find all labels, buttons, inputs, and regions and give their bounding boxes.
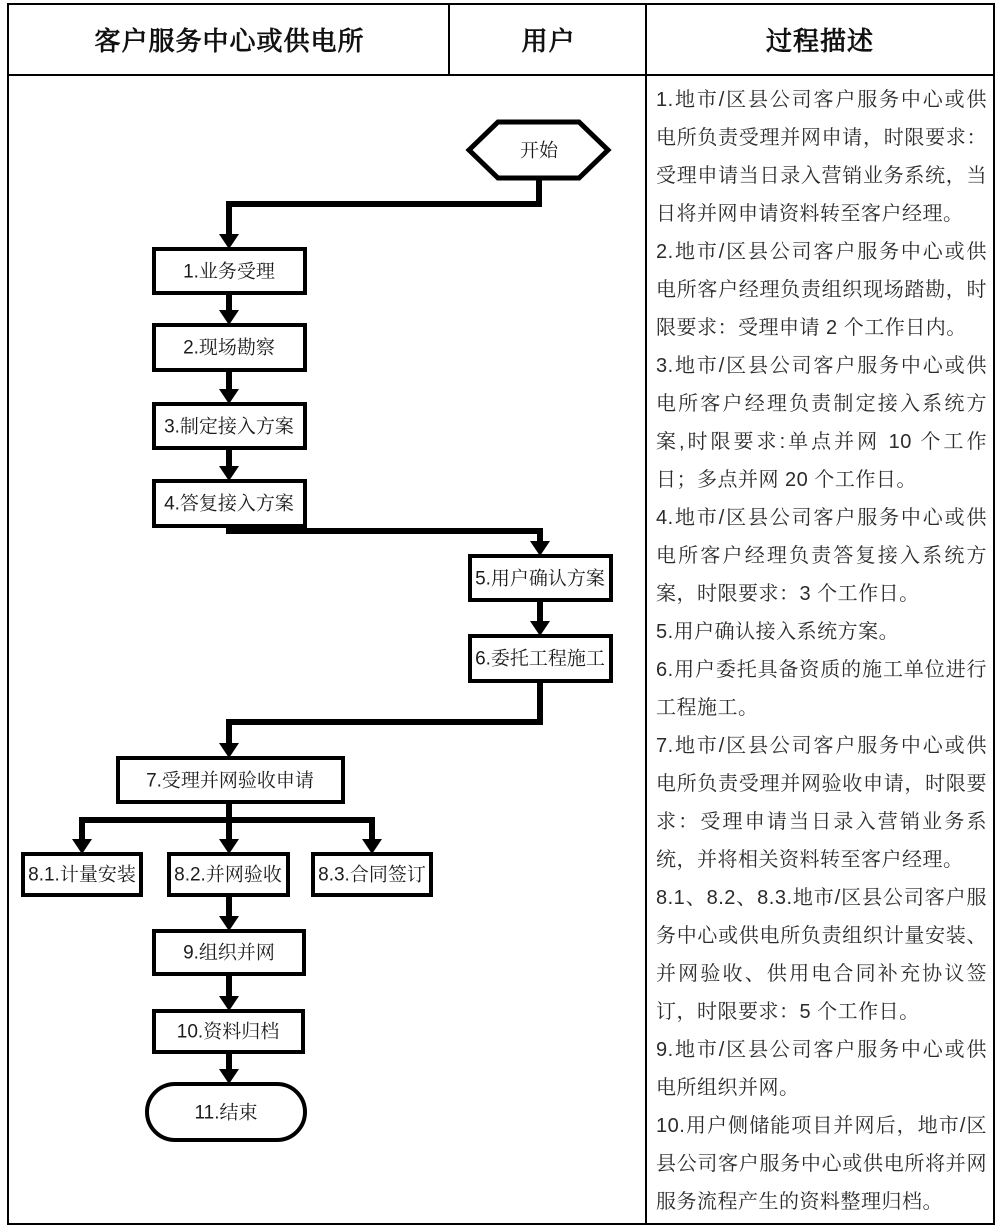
arrowhead-n6 bbox=[530, 621, 550, 636]
node-7 bbox=[118, 758, 343, 802]
description-item-4: 4.地市/区县公司客户服务中心或供电所客户经理负责答复接入系统方案，时限要求：3 个工作日。 bbox=[656, 507, 987, 605]
node-6 bbox=[470, 636, 611, 681]
description-item-3: 3.地市/区县公司客户服务中心或供电所客户经理负责制定接入系统方案,时限要求:单点并网 10 个工作日；多点并网 20 个工作日。 bbox=[656, 355, 987, 491]
header-cell-service-center: 客户服务中心或供电所 bbox=[94, 26, 365, 56]
description-item-6: 6.用户委托具备资质的施工单位进行工程施工。 bbox=[656, 659, 987, 719]
arrowhead-n5 bbox=[530, 541, 550, 556]
node-1-label: 1.业务受理 bbox=[183, 261, 275, 283]
node-2 bbox=[154, 325, 305, 370]
arrowhead-n10 bbox=[219, 996, 239, 1011]
header-cell-user: 用户 bbox=[521, 26, 576, 56]
arrowhead-n9 bbox=[219, 916, 239, 931]
header-divider-1 bbox=[448, 5, 450, 74]
arrowhead-n82 bbox=[219, 839, 239, 854]
node-2-label: 2.现场勘察 bbox=[183, 337, 275, 359]
node-3-label: 3.制定接入方案 bbox=[164, 416, 294, 438]
node-8-2 bbox=[169, 854, 288, 895]
description-item-1: 1.地市/区县公司客户服务中心或供电所负责受理并网申请，时限要求：受理申请当日录入营销业务系统，当日将并网申请资料转至客户经理。 bbox=[656, 89, 987, 225]
node-8-3-label: 8.3.合同签订 bbox=[318, 864, 426, 886]
node-8-1 bbox=[23, 854, 141, 895]
flow-nodes bbox=[23, 122, 611, 1140]
header-cell-process-description: 过程描述 bbox=[765, 26, 874, 56]
node-11 bbox=[147, 1084, 305, 1140]
edge-start-n1 bbox=[229, 176, 539, 236]
node-5 bbox=[470, 556, 611, 600]
arrowhead-n11 bbox=[219, 1069, 239, 1084]
table-frame bbox=[7, 3, 995, 1225]
flowchart-svg bbox=[9, 76, 645, 1223]
arrowhead-n1 bbox=[219, 234, 239, 249]
arrowhead-n4 bbox=[219, 466, 239, 481]
description-item-2: 2.地市/区县公司客户服务中心或供电所客户经理负责组织现场踏勘，时限要求：受理申请 2 个工作日内。 bbox=[656, 241, 987, 339]
header-row bbox=[9, 5, 993, 76]
node-4-label: 4.答复接入方案 bbox=[164, 493, 294, 515]
description-item-8: 8.1、8.2、8.3.地市/区县公司客户服务中心或供电所负责组织计量安装、并网验收、供用电合同补充协议签订，时限要求：5 个工作日。 bbox=[656, 887, 987, 1023]
description-item-7: 7.地市/区县公司客户服务中心或供电所负责受理并网验收申请，时限要求：受理申请当日录入营销业务系统，并将相关资料转至客户经理。 bbox=[656, 735, 987, 871]
description-item-5: 5.用户确认接入系统方案。 bbox=[656, 621, 900, 643]
node-4 bbox=[154, 481, 305, 526]
node-10-label: 10.资料归档 bbox=[176, 1021, 280, 1043]
node-6-label: 6.委托工程施工 bbox=[475, 648, 605, 670]
node-9 bbox=[154, 931, 304, 974]
arrowhead-n81 bbox=[72, 839, 92, 854]
arrowhead-n83 bbox=[362, 839, 382, 854]
description-item-9: 9.地市/区县公司客户服务中心或供电所组织并网。 bbox=[656, 1039, 987, 1099]
flowchart-area bbox=[9, 76, 645, 1223]
node-8-1-label: 8.1.计量安装 bbox=[28, 864, 136, 886]
node-10 bbox=[154, 1011, 303, 1052]
edge-n4-n5 bbox=[229, 526, 540, 543]
description-item-10: 10.用户侧储能项目并网后，地市/区县公司客户服务中心或供电所将并网服务流程产生的资料整理归档。 bbox=[656, 1115, 987, 1213]
node-1 bbox=[154, 249, 305, 293]
node-8-2-label: 8.2.并网验收 bbox=[174, 864, 282, 886]
node-7-label: 7.受理并网验收申请 bbox=[146, 770, 314, 792]
arrowhead-n7 bbox=[219, 743, 239, 758]
arrowhead-n3 bbox=[219, 389, 239, 404]
arrowhead-n2 bbox=[219, 310, 239, 325]
node-3 bbox=[154, 404, 305, 448]
node-8-3 bbox=[313, 854, 431, 895]
node-9-label: 9.组织并网 bbox=[183, 942, 275, 964]
header-divider-2 bbox=[645, 5, 647, 74]
process-description-panel bbox=[647, 76, 993, 1223]
node-5-label: 5.用户确认方案 bbox=[475, 568, 605, 590]
flow-connectors bbox=[79, 176, 540, 1070]
edge-n6-n7 bbox=[229, 678, 540, 745]
node-11-label: 11.结束 bbox=[194, 1102, 258, 1124]
node-start bbox=[469, 122, 608, 178]
node-start-label: 开始 bbox=[519, 140, 559, 162]
